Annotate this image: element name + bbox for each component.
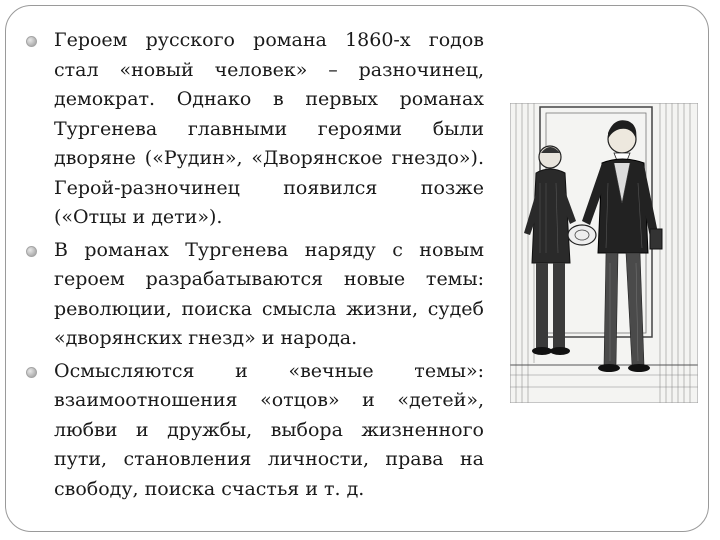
bullet-dot-icon [26, 246, 37, 257]
bullet-item-new-hero [26, 26, 484, 233]
bullet-text: Осмысляются и «вечные темы»: взаимоотношения «отцов» и «детей», любви и дружбы, выбора жизненного пути, становления личности, права на свободу, поиска счастья и т. д. [54, 359, 484, 500]
bullet-list [26, 26, 484, 507]
bullet-item-new-themes [26, 236, 484, 354]
engraving-illustration [510, 103, 698, 403]
bullet-text: В романах Тургенева наряду с новым героем разрабатываются новые темы: революции, поиска смысла жизни, судеб «дворянских гнезд» и народа. [54, 238, 484, 349]
bullet-dot-icon [26, 367, 37, 378]
bullet-item-eternal-themes [26, 357, 484, 505]
bullet-text: Героем русского романа 1860-х годов стал «новый человек» – разночинец, демократ. Однако в первых романах Тургенева главными героями были дворяне («Рудин», «Дворянское гнездо»). Герой-разночинец появился позже («Отцы и дети»). [54, 29, 484, 228]
bullet-dot-icon [26, 36, 37, 47]
